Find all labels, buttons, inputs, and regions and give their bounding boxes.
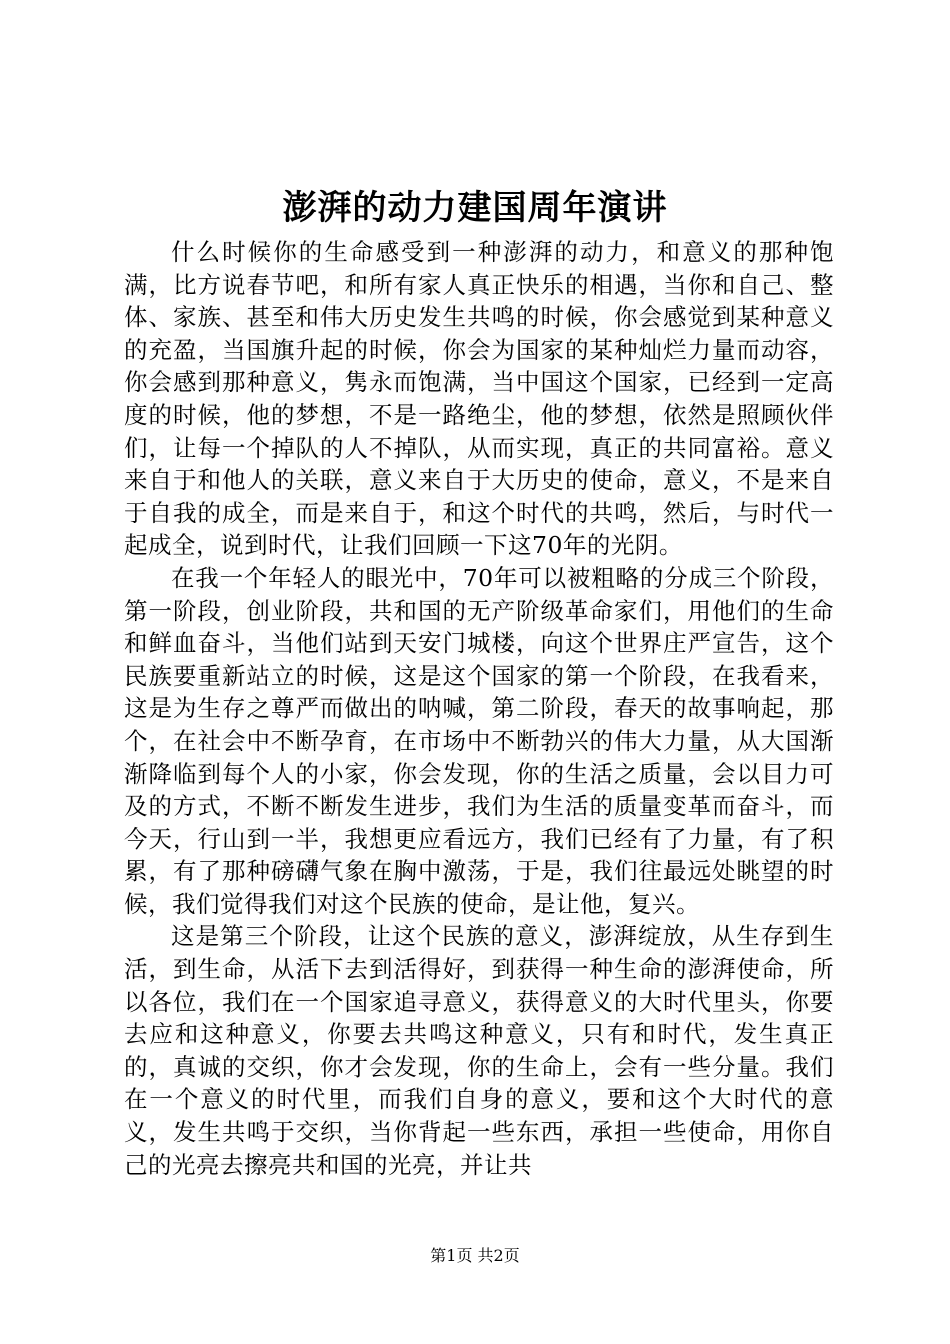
document-title: 澎湃的动力建国周年演讲 (282, 188, 668, 228)
paragraph-3: 这是第三个阶段，让这个民族的意义，澎湃绽放，从生存到生活，到生命，从活下去到活得好，到获得一种生命的澎湃使命，所以各位，我们在一个国家追寻意义，获得意义的大时代里头，你要去应和这种意义，你要去共鸣这种意义，只有和时代，发生真正的，真诚的交织，你才会发现，你的生命上，会有一些分量。我们在一个意义的时代里，而我们自身的意义，要和这个大时代的意义，发生共鸣于交织，当你背起一些东西，承担一些使命，用你自己的光亮去擦亮共和国的光亮，并让共 (124, 922, 834, 1179)
document-body (124, 236, 834, 1181)
paragraph-2: 在我一个年轻人的眼光中，70年可以被粗略的分成三个阶段，第一阶段，创业阶段，共和国的无产阶级革命家们，用他们的生命和鲜血奋斗，当他们站到天安门城楼，向这个世界庄严宣告，这个民族要重新站立的时候，这是这个国家的第一个阶段，在我看来，这是为生存之尊严而做出的呐喊，第二阶段，春天的故事响起，那个，在社会中不断孕育，在市场中不断勃兴的伟大力量，从大国渐渐降临到每个人的小家，你会发现，你的生活之质量，会以目力可及的方式，不断不断发生进步，我们为生活的质量变革而奋斗，而今天，行山到一半，我想更应看远方，我们已经有了力量，有了积累，有了那种磅礴气象在胸中激荡，于是，我们往最远处眺望的时候，我们觉得我们对这个民族的使命，是让他，复兴。 (124, 563, 834, 918)
page-number-footer: 第1页 共2页 (430, 1246, 520, 1265)
paragraph-1: 什么时候你的生命感受到一种澎湃的动力，和意义的那种饱满，比方说春节吧，和所有家人真正快乐的相遇，当你和自己、整体、家族、甚至和伟大历史发生共鸣的时候，你会感觉到某种意义的充盈，当国旗升起的时候，你会为国家的某种灿烂力量而动容，你会感到那种意义，隽永而饱满，当中国这个国家，已经到一定高度的时候，他的梦想，不是一路绝尘，他的梦想，依然是照顾伙伴们，让每一个掉队的人不掉队，从而实现，真正的共同富裕。意义来自于和他人的关联，意义来自于大历史的使命，意义，不是来自于自我的成全，而是来自于，和这个时代的共鸣，然后，与时代一起成全，说到时代，让我们回顾一下这70年的光阴。 (124, 238, 834, 560)
